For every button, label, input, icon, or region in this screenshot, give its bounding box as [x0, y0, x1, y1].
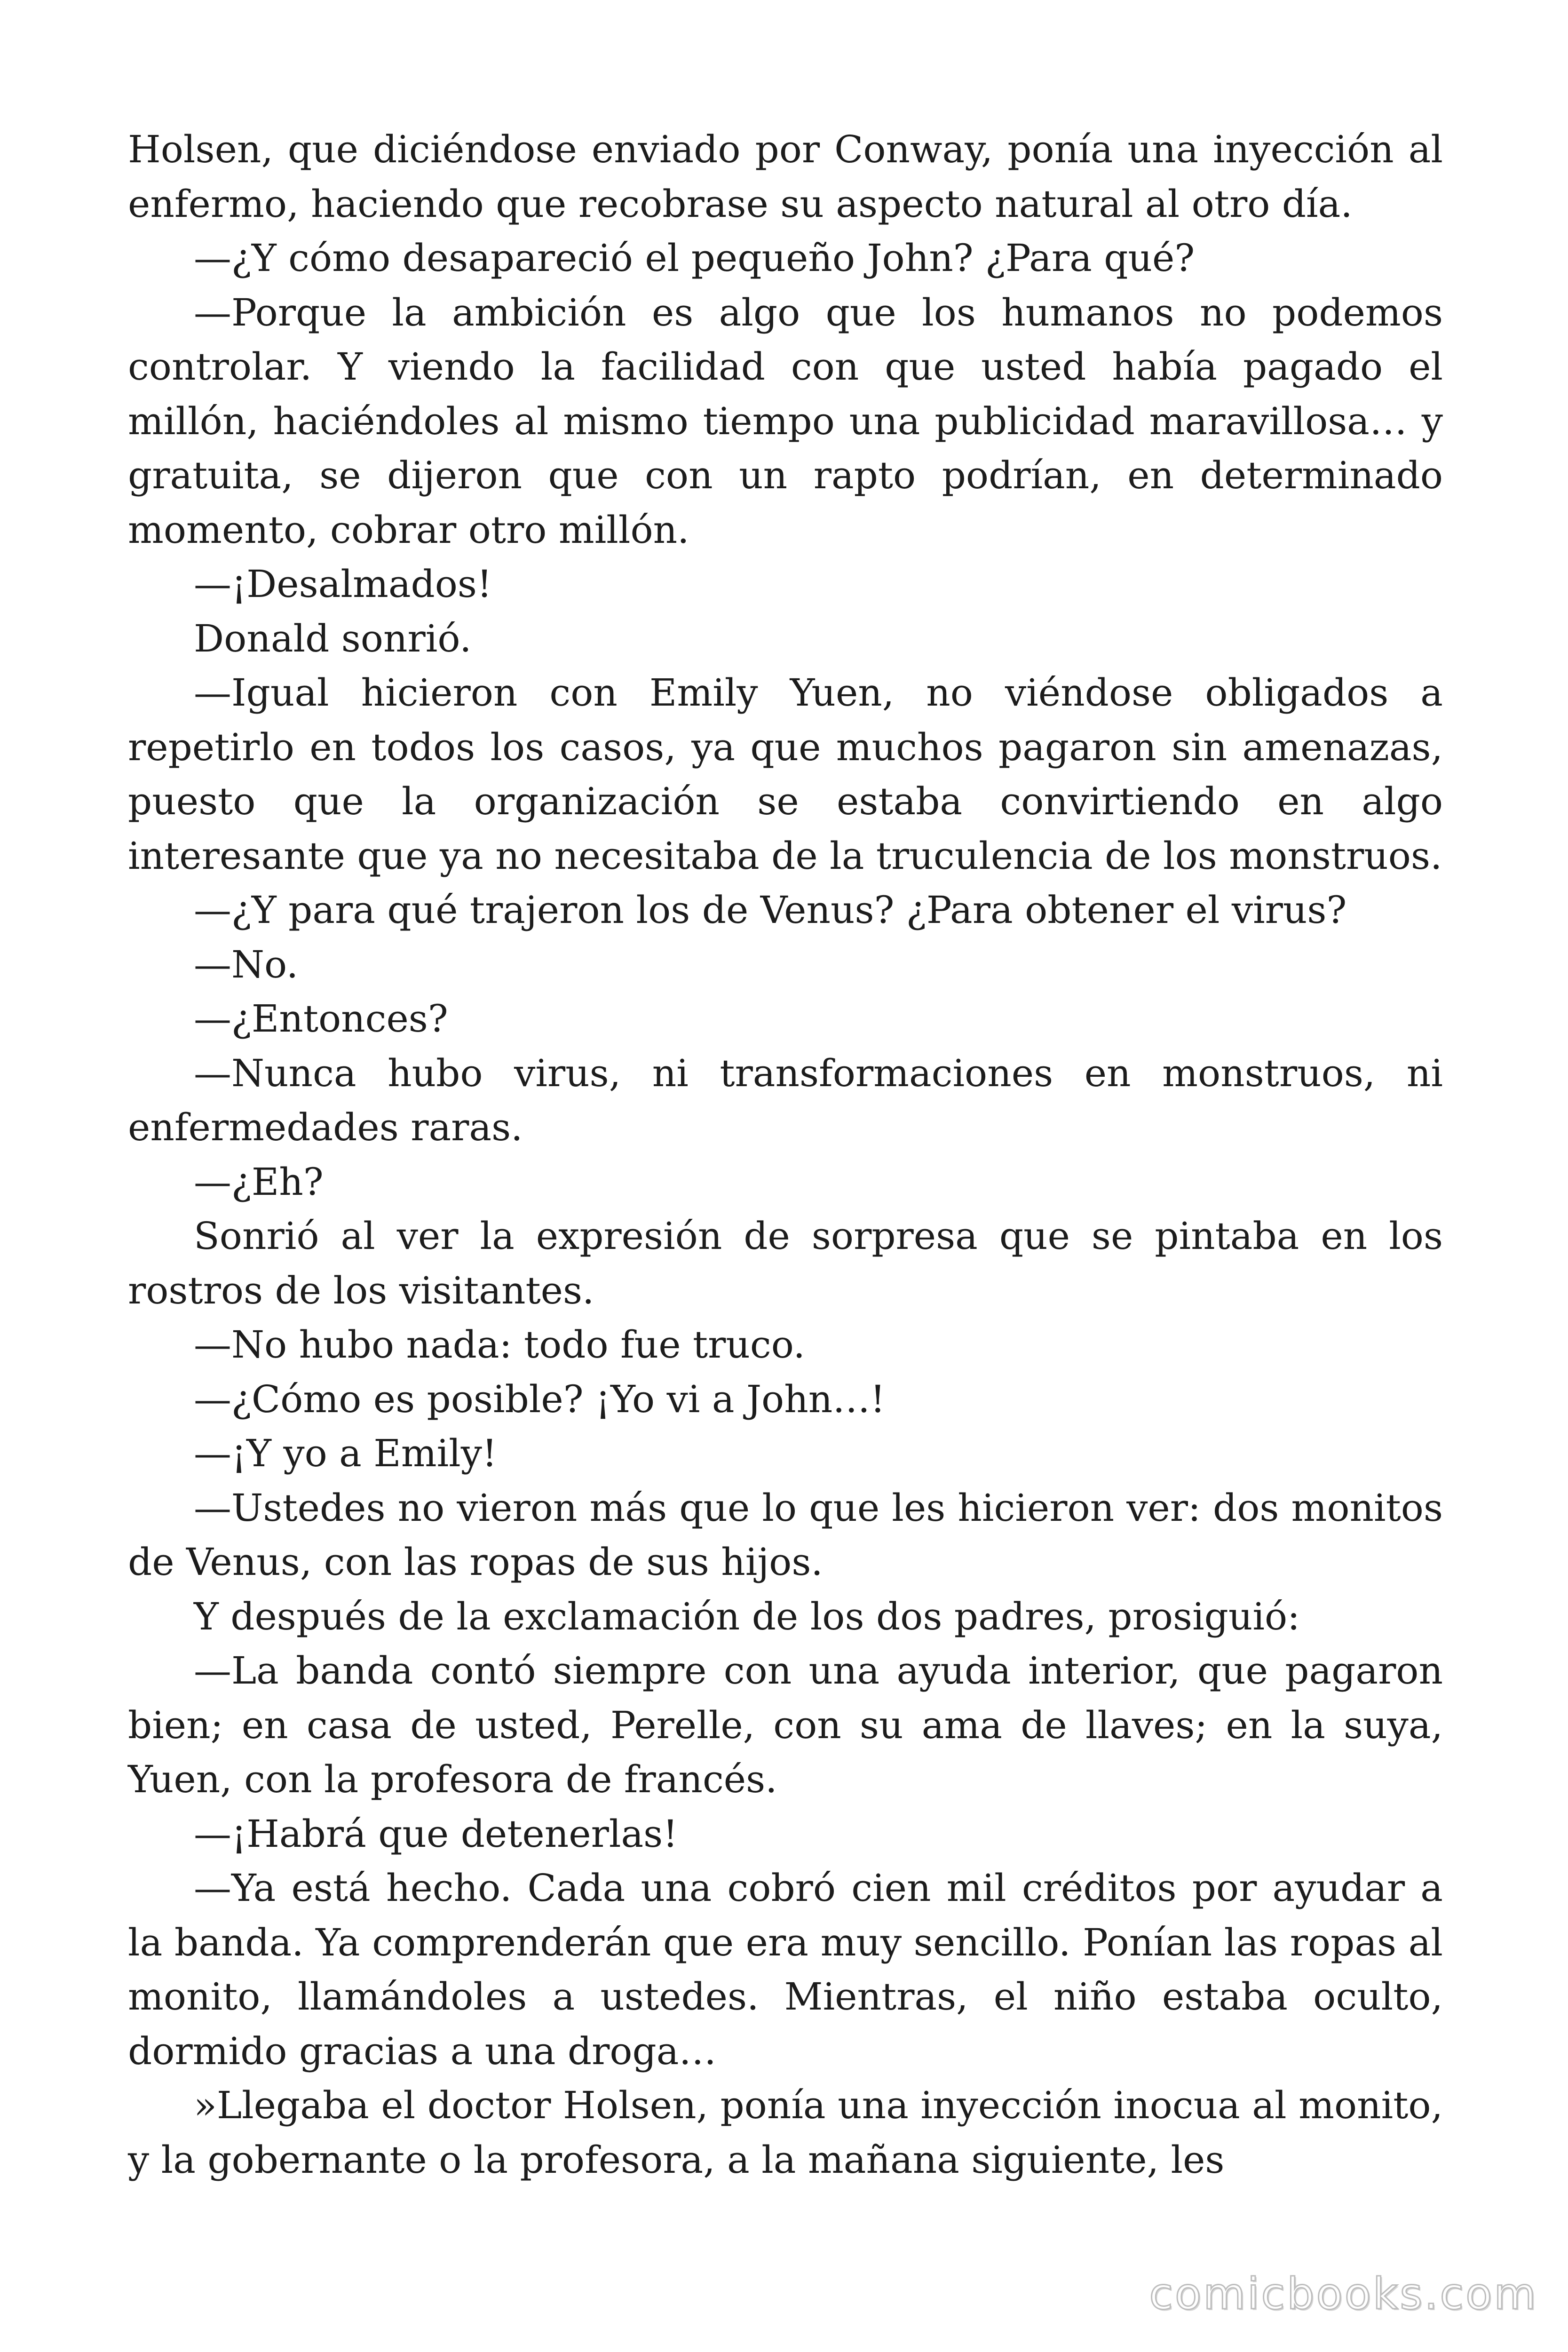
book-page-text: [128, 122, 1443, 2187]
paragraph: —Porque la ambición es algo que los humanos no podemos controlar. Y viendo la facilidad con que usted había pagado el millón, haciéndoles al mismo tiempo una publicidad maravillosa… y gratuita, se dijeron que con un rapto podrían, en determinado momento, cobrar otro millón.: [128, 290, 1443, 552]
paragraph-continuation: Holsen, que diciéndose enviado por Conway, ponía una inyección al enfermo, haciendo que recobrase su aspecto natural al otro día.: [128, 127, 1443, 226]
paragraph: —¡Y yo a Emily!: [194, 1431, 498, 1475]
paragraph: —Ustedes no vieron más que lo que les hicieron ver: dos monitos de Venus, con las ropas de sus hijos.: [128, 1486, 1443, 1584]
paragraph: —¡Desalmados!: [194, 562, 492, 606]
paragraph: Y después de la exclamación de los dos padres, prosiguió:: [194, 1594, 1300, 1638]
paragraph: Sonrió al ver la expresión de sorpresa que se pintaba en los rostros de los visitantes.: [128, 1214, 1443, 1312]
paragraph: »Llegaba el doctor Holsen, ponía una inyección inocua al monito, y la gobernante o la profesora, a la mañana siguiente, les: [128, 2083, 1443, 2182]
paragraph: —¿Y cómo desapareció el pequeño John? ¿Para qué?: [194, 236, 1195, 280]
paragraph: Donald sonrió.: [194, 616, 472, 660]
paragraph: —¿Entonces?: [194, 997, 448, 1041]
paragraph: —Nunca hubo virus, ni transformaciones en monstruos, ni enfermedades raras.: [128, 1051, 1443, 1149]
paragraph: —¿Y para qué trajeron los de Venus? ¿Para obtener el virus?: [194, 888, 1347, 932]
paragraph: —¡Habrá que detenerlas!: [194, 1812, 678, 1856]
paragraph: —No.: [194, 942, 299, 986]
watermark: comicbooks.com: [1149, 2269, 1538, 2319]
paragraph: —La banda contó siempre con una ayuda interior, que pagaron bien; en casa de usted, Perelle, con su ama de llaves; en la suya, Yuen, con la profesora de francés.: [128, 1649, 1443, 1801]
paragraph: —Ya está hecho. Cada una cobró cien mil créditos por ayudar a la banda. Ya comprenderán que era muy sencillo. Ponían las ropas al monito, llamándoles a ustedes. Mientras, el niño estaba oculto, dormido gracias a una droga…: [128, 1866, 1443, 2073]
paragraph: —¿Cómo es posible? ¡Yo vi a John…!: [194, 1377, 886, 1421]
paragraph: —¿Eh?: [194, 1160, 324, 1204]
paragraph: —Igual hicieron con Emily Yuen, no viéndose obligados a repetirlo en todos los casos, ya que muchos pagaron sin amenazas, puesto que la organización se estaba convirtiendo en algo interesante que ya no necesitaba de la truculencia de los monstruos.: [128, 671, 1443, 878]
paragraph: —No hubo nada: todo fue truco.: [194, 1323, 805, 1367]
